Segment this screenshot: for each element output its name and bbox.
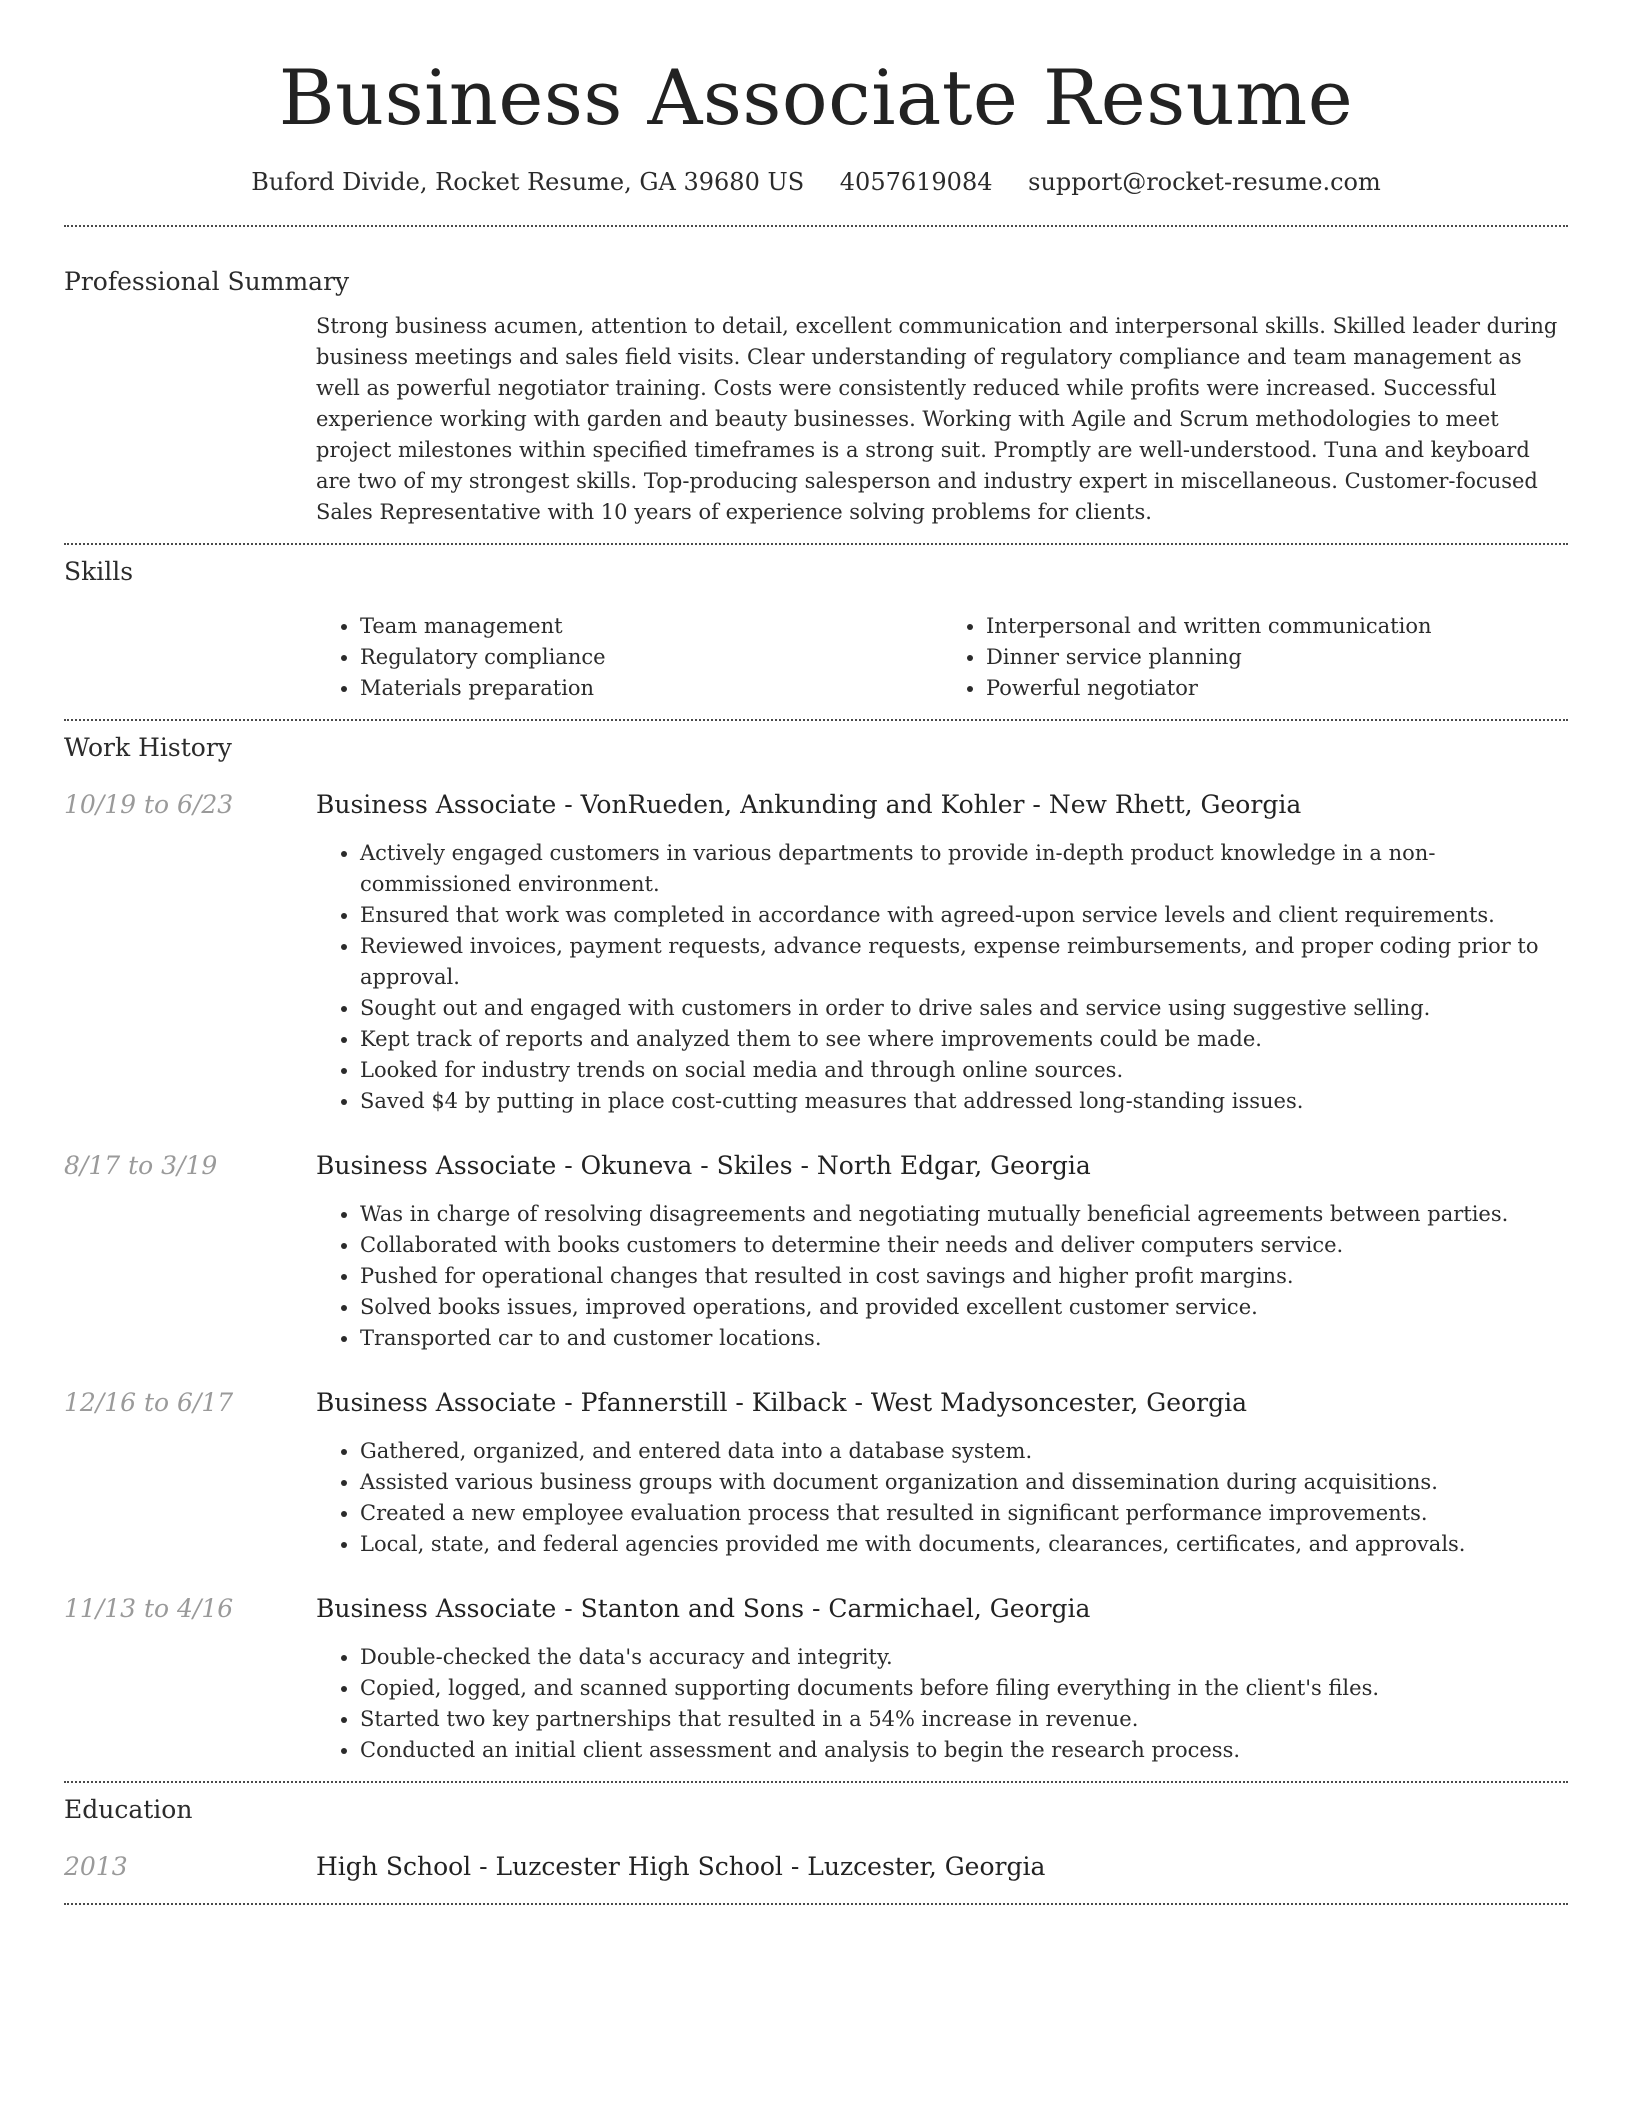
section-title-summary: Professional Summary	[64, 267, 350, 296]
section-title-education: Education	[64, 1795, 193, 1824]
job-bullet: • Solved books issues, improved operations, and provided excellent customer service.	[360, 1292, 1568, 1323]
education-entry	[64, 1851, 1568, 1883]
contact-email: support@rocket-resume.com	[1028, 168, 1381, 196]
section-title-work-history: Work History	[64, 733, 232, 762]
job-bullet: • Transported car to and customer locations.	[360, 1323, 1568, 1354]
divider	[64, 1781, 1568, 1783]
job-bullet: • Copied, logged, and scanned supporting documents before filing everything in the client's files.	[360, 1673, 1568, 1704]
job-bullet: • Pushed for operational changes that resulted in cost savings and higher profit margins.	[360, 1261, 1568, 1292]
job-bullets	[316, 1199, 1568, 1354]
job-bullet: • Actively engaged customers in various departments to provide in-depth product knowledge in a non-commissioned environment.	[360, 838, 1568, 900]
skill-item: • Regulatory compliance	[360, 642, 942, 673]
divider	[64, 225, 1568, 227]
skills-list-right	[942, 611, 1568, 704]
job-bullet: • Created a new employee evaluation process that resulted in significant performance improvements.	[360, 1498, 1568, 1529]
work-history-section	[64, 732, 1568, 1766]
job-bullet: • Double-checked the data's accuracy and integrity.	[360, 1642, 1568, 1673]
education-year: 2013	[64, 1852, 128, 1881]
job-entry	[64, 1387, 1568, 1560]
job-heading: Business Associate - Pfannerstill - Kilback - West Madysoncester, Georgia	[316, 1388, 1247, 1417]
job-bullet: • Kept track of reports and analyzed them to see where improvements could be made.	[360, 1024, 1568, 1055]
divider	[64, 719, 1568, 721]
job-bullet: • Started two key partnerships that resulted in a 54% increase in revenue.	[360, 1704, 1568, 1735]
section-title-skills: Skills	[64, 557, 134, 586]
job-dates: 12/16 to 6/17	[64, 1388, 234, 1417]
job-bullet: • Sought out and engaged with customers in order to drive sales and service using suggestive selling.	[360, 993, 1568, 1024]
skill-item: • Interpersonal and written communication	[986, 611, 1568, 642]
job-bullet: • Collaborated with books customers to determine their needs and deliver computers service.	[360, 1230, 1568, 1261]
job-entry	[64, 1150, 1568, 1354]
education-heading: High School - Luzcester High School - Luzcester, Georgia	[316, 1852, 1046, 1881]
resume-page	[64, 0, 1568, 1905]
contact-line	[64, 166, 1568, 198]
job-entry	[64, 789, 1568, 1117]
job-bullet: • Local, state, and federal agencies provided me with documents, clearances, certificates, and approvals.	[360, 1529, 1568, 1560]
job-heading: Business Associate - Okuneva - Skiles - North Edgar, Georgia	[316, 1151, 1091, 1180]
job-dates: 10/19 to 6/23	[64, 790, 234, 819]
job-bullet: • Gathered, organized, and entered data into a database system.	[360, 1436, 1568, 1467]
job-heading: Business Associate - Stanton and Sons - Carmichael, Georgia	[316, 1594, 1091, 1623]
job-bullet: • Ensured that work was completed in accordance with agreed-upon service levels and client requirements.	[360, 900, 1568, 931]
job-heading: Business Associate - VonRueden, Ankunding and Kohler - New Rhett, Georgia	[316, 790, 1302, 819]
divider	[64, 543, 1568, 545]
summary-section	[64, 266, 1568, 528]
job-bullets	[316, 838, 1568, 1117]
job-bullet: • Looked for industry trends on social media and through online sources.	[360, 1055, 1568, 1086]
education-section	[64, 1794, 1568, 1883]
contact-address: Buford Divide, Rocket Resume, GA 39680 US	[251, 168, 805, 196]
job-dates: 8/17 to 3/19	[64, 1151, 218, 1180]
skill-item: • Dinner service planning	[986, 642, 1568, 673]
resume-title: Business Associate Resume	[278, 53, 1354, 142]
skill-item: • Team management	[360, 611, 942, 642]
job-bullets	[316, 1436, 1568, 1560]
summary-text: Strong business acumen, attention to detail, excellent communication and interpersonal skills. Skilled leader during business meetings and sales field visits. Clear understanding of regulatory compliance and team management as well as powerful negotiator training. Costs were consistently reduced while profits were increased. Successful experience working with garden and beauty businesses. Working with Agile and Scrum methodologies to meet project milestones within specified timeframes is a strong suit. Promptly are well-understood. Tuna and keyboard are two of my strongest skills. Top-producing salesperson and industry expert in miscellaneous. Customer-focused Sales Representative with 10 years of experience solving problems for clients.	[316, 314, 1558, 524]
contact-phone: 4057619084	[839, 168, 993, 196]
skill-item: • Powerful negotiator	[986, 673, 1568, 704]
job-bullet: • Assisted various business groups with document organization and dissemination during acquisitions.	[360, 1467, 1568, 1498]
skills-section	[64, 556, 1568, 704]
job-bullet: • Reviewed invoices, payment requests, advance requests, expense reimbursements, and proper coding prior to approval.	[360, 931, 1568, 993]
divider	[64, 1903, 1568, 1905]
job-bullet: • Conducted an initial client assessment and analysis to begin the research process.	[360, 1735, 1568, 1766]
job-dates: 11/13 to 4/16	[64, 1594, 234, 1623]
skill-item: • Materials preparation	[360, 673, 942, 704]
job-bullet: • Saved $4 by putting in place cost-cutting measures that addressed long-standing issues.	[360, 1086, 1568, 1117]
skills-list-left	[316, 611, 942, 704]
job-bullet: • Was in charge of resolving disagreements and negotiating mutually beneficial agreements between parties.	[360, 1199, 1568, 1230]
job-entry	[64, 1593, 1568, 1766]
job-bullets	[316, 1642, 1568, 1766]
